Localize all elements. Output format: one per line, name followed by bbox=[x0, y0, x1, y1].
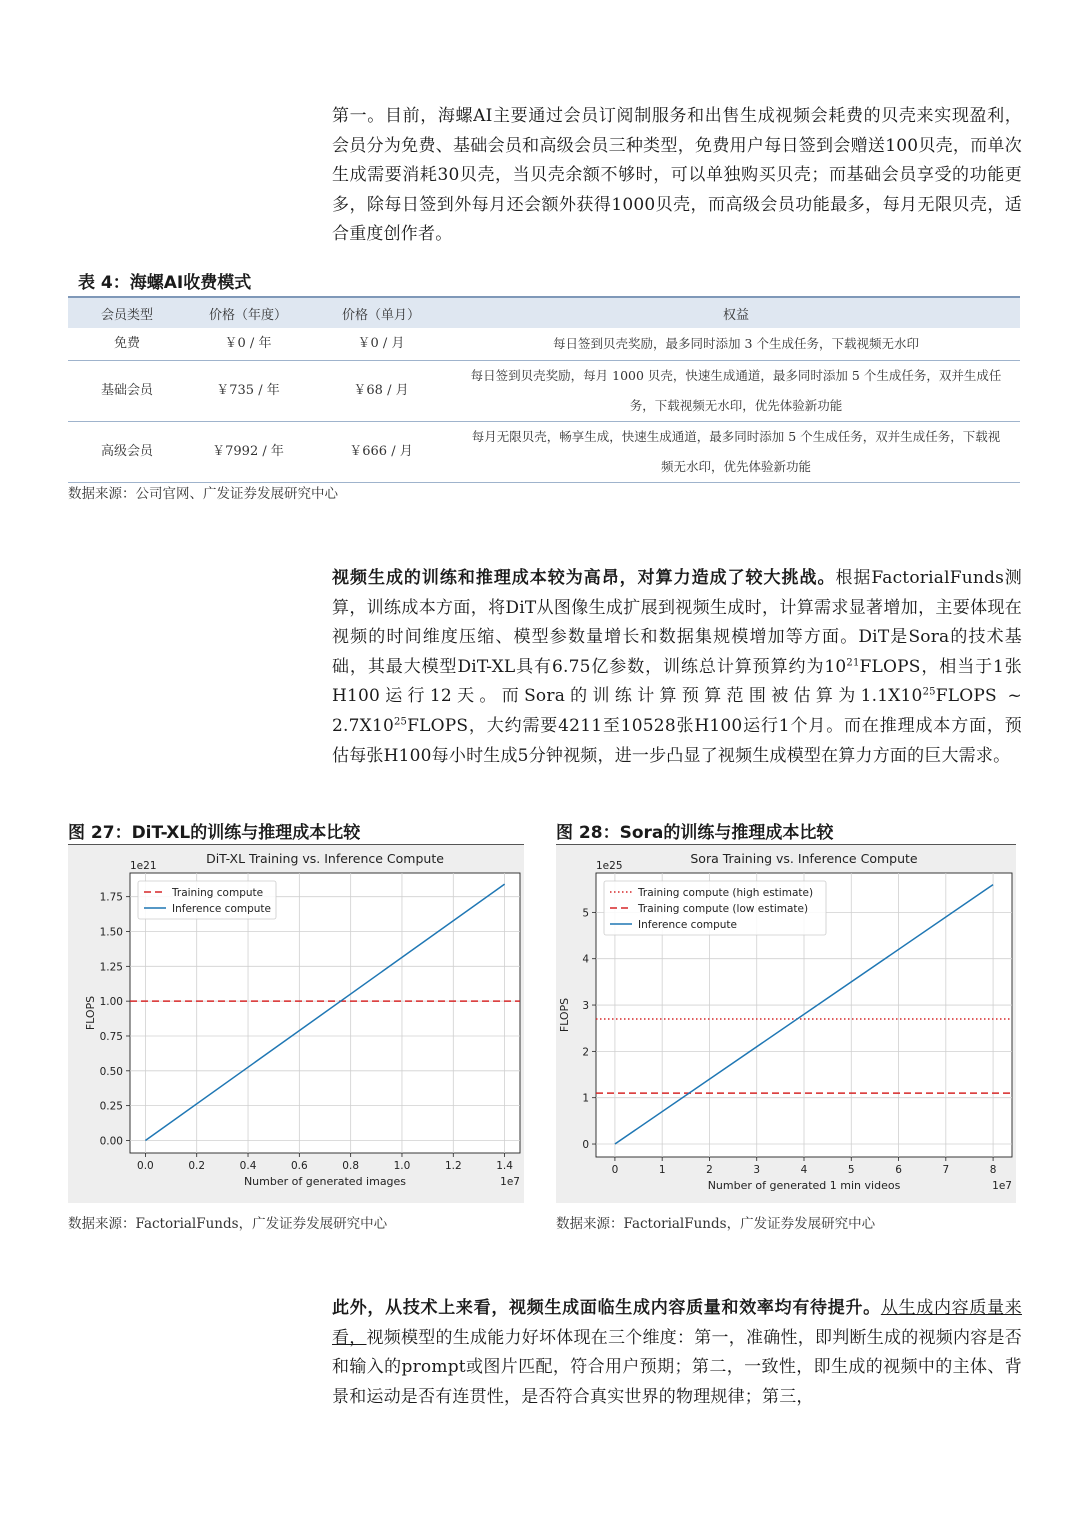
table-header-row bbox=[68, 297, 1020, 328]
exponent-25-high: 25 bbox=[393, 716, 408, 728]
compute-cost-paragraph bbox=[332, 564, 1022, 771]
chart-title: Sora Training vs. Inference Compute bbox=[690, 851, 918, 866]
legend-label: Training compute (high estimate) bbox=[638, 887, 814, 899]
header-price-year: 价格（年度） bbox=[186, 297, 310, 328]
x-tick-label: 0.0 bbox=[137, 1160, 154, 1172]
x-tick-label: 0.6 bbox=[290, 1160, 308, 1172]
legend-label: Inference compute bbox=[638, 919, 738, 931]
quality-paragraph bbox=[332, 1294, 1022, 1412]
cell-month: ￥68 / 月 bbox=[310, 361, 452, 422]
fig27-chart bbox=[68, 844, 524, 1203]
y-tick-label: 1.50 bbox=[99, 926, 123, 939]
legend-label: Training compute bbox=[172, 887, 264, 899]
x-axis-label: Number of generated 1 min videos bbox=[707, 1179, 901, 1192]
x-tick-label: 1.4 bbox=[496, 1160, 513, 1172]
cell-rights: 每日签到贝壳奖励，最多同时添加 3 个生成任务，下载视频无水印 bbox=[452, 328, 1020, 361]
compute-cost-text-3: FLOPS ~ 2.7X10 bbox=[332, 686, 1022, 736]
cell-month: ￥0 / 月 bbox=[310, 328, 452, 361]
compute-cost-text-4: FLOPS，大约需要4211至10528张H100运行1个月。而在推理成本方面，预估每张H100每小时生成5分钟视频，进一步凸显了视频生成模型在算力方面的巨大需求。 bbox=[332, 715, 1022, 766]
header-member-type: 会员类型 bbox=[68, 297, 186, 328]
x-tick-label: 0.2 bbox=[188, 1160, 206, 1172]
dit-xl-chart-svg bbox=[68, 845, 524, 1203]
table-row bbox=[68, 361, 1020, 422]
cell-year: ￥0 / 年 bbox=[186, 328, 310, 361]
intro-paragraph: 第一。目前，海螺AI主要通过会员订阅制服务和出售生成视频会耗费的贝壳来实现盈利，会员分为免费、基础会员和高级会员三种类型，免费用户每日签到会赠送100贝壳，而单次生成需要消耗30贝壳，当贝壳余额不够时，可以单独购买贝壳；而基础会员享受的功能更多，除每日签到外每月还会额外获得1000贝壳，而高级会员功能最多，每月无限贝壳，适合重度创作者。 bbox=[332, 106, 1022, 245]
x-axis-label: Number of generated images bbox=[243, 1175, 407, 1188]
y-tick-label: 1.75 bbox=[99, 891, 123, 904]
table-caption: 表 4：海螺AI收费模式 bbox=[78, 273, 252, 293]
cell-year: ￥735 / 年 bbox=[186, 361, 310, 422]
sora-chart-svg bbox=[556, 845, 1016, 1203]
x-tick-label: 2 bbox=[706, 1164, 713, 1176]
table-source: 数据来源：公司官网、广发证券发展研究中心 bbox=[68, 486, 338, 502]
exponent-25-low: 25 bbox=[922, 686, 936, 698]
x-exponent-label: 1e7 bbox=[992, 1180, 1012, 1192]
x-exponent-label: 1e7 bbox=[500, 1176, 520, 1188]
x-tick-label: 1.0 bbox=[393, 1160, 411, 1172]
y-tick-label: 1.00 bbox=[99, 996, 123, 1009]
y-tick-label: 5 bbox=[582, 907, 589, 920]
cell-type: 免费 bbox=[68, 328, 186, 361]
compute-cost-lead: 视频生成的训练和推理成本较为高昂，对算力造成了较大挑战。 bbox=[332, 568, 836, 588]
x-tick-label: 0 bbox=[611, 1164, 619, 1176]
y-tick-label: 2 bbox=[582, 1046, 589, 1059]
y-axis-label: FLOPS bbox=[558, 997, 571, 1033]
y-axis-label: FLOPS bbox=[84, 995, 97, 1031]
y-tick-label: 0.50 bbox=[99, 1065, 123, 1078]
x-tick-label: 3 bbox=[753, 1164, 761, 1176]
fig27-caption: 图 27：DiT-XL的训练与推理成本比较 bbox=[68, 823, 361, 843]
cell-month: ￥666 / 月 bbox=[310, 422, 452, 483]
quality-lead: 此外，从技术上来看，视频生成面临生成内容质量和效率均有待提升。 bbox=[332, 1298, 881, 1318]
y-tick-label: 1.25 bbox=[99, 961, 123, 974]
header-price-month: 价格（单月） bbox=[310, 297, 452, 328]
fig28-caption: 图 28：Sora的训练与推理成本比较 bbox=[556, 823, 834, 843]
y-tick-label: 4 bbox=[582, 953, 589, 966]
fig28-source: 数据来源：FactorialFunds，广发证券发展研究中心 bbox=[556, 1216, 876, 1232]
x-tick-label: 8 bbox=[989, 1164, 997, 1176]
exponent-21: 21 bbox=[846, 657, 860, 669]
x-tick-label: 1.2 bbox=[444, 1160, 462, 1172]
table-row bbox=[68, 328, 1020, 361]
x-tick-label: 6 bbox=[895, 1164, 902, 1176]
y-tick-label: 0.00 bbox=[99, 1135, 123, 1148]
quality-text: 视频模型的生成能力好坏体现在三个维度：第一，准确性，即判断生成的视频内容是否和输入的prompt或图片匹配，符合用户预期；第二，一致性，即生成的视频中的主体、背景和运动是否有连贯性，是否符合真实世界的物理规律；第三， bbox=[332, 1327, 1022, 1407]
quality-underline: 从生成内容质量来看， bbox=[332, 1298, 1022, 1348]
x-tick-label: 0.8 bbox=[342, 1160, 360, 1172]
cell-rights: 每月无限贝壳，畅享生成，快速生成通道，最多同时添加 5 个生成任务，双并生成任务，下载视频无水印，优先体验新功能 bbox=[452, 422, 1020, 483]
fig28-chart bbox=[556, 844, 1016, 1203]
x-tick-label: 4 bbox=[800, 1164, 808, 1176]
y-tick-label: 0.25 bbox=[99, 1100, 123, 1113]
y-tick-label: 1 bbox=[582, 1092, 589, 1105]
x-tick-label: 5 bbox=[847, 1164, 855, 1176]
fee-table bbox=[68, 296, 1020, 483]
y-tick-label: 3 bbox=[582, 1000, 589, 1013]
x-tick-label: 7 bbox=[942, 1164, 950, 1176]
legend-label: Training compute (low estimate) bbox=[638, 903, 809, 915]
table-row bbox=[68, 422, 1020, 483]
compute-cost-text-1: 根据FactorialFunds测算，训练成本方面，将DiT从图像生成扩展到视频生成时，计算需求显著增加，主要体现在视频的时间维度压缩、模型参数量增长和数据集规模增加等方面。DiT是Sora的技术基础，其最大模型DiT-XL具有6.75亿参数，训练总计算预算约为10 bbox=[332, 568, 1022, 677]
x-tick-label: 0.4 bbox=[239, 1160, 257, 1172]
header-rights: 权益 bbox=[452, 297, 1020, 328]
legend-label: Inference compute bbox=[172, 903, 272, 915]
x-tick-label: 1 bbox=[658, 1164, 666, 1176]
cell-type: 基础会员 bbox=[68, 361, 186, 422]
y-exponent-label: 1e25 bbox=[596, 860, 623, 872]
fig27-source: 数据来源：FactorialFunds，广发证券发展研究中心 bbox=[68, 1216, 388, 1232]
cell-rights: 每日签到贝壳奖励，每月 1000 贝壳，快速生成通道，最多同时添加 5 个生成任务，双并生成任务，下载视频无水印，优先体验新功能 bbox=[452, 361, 1020, 422]
compute-cost-text-2: FLOPS，相当于1张H100运行12天。而Sora的训练计算预算范围被估算为1.1X10 bbox=[332, 656, 1022, 707]
cell-type: 高级会员 bbox=[68, 422, 186, 483]
cell-year: ￥7992 / 年 bbox=[186, 422, 310, 483]
chart-title: DiT-XL Training vs. Inference Compute bbox=[206, 851, 444, 866]
y-exponent-label: 1e21 bbox=[130, 860, 157, 872]
y-tick-label: 0 bbox=[582, 1139, 589, 1152]
y-tick-label: 0.75 bbox=[99, 1030, 123, 1043]
